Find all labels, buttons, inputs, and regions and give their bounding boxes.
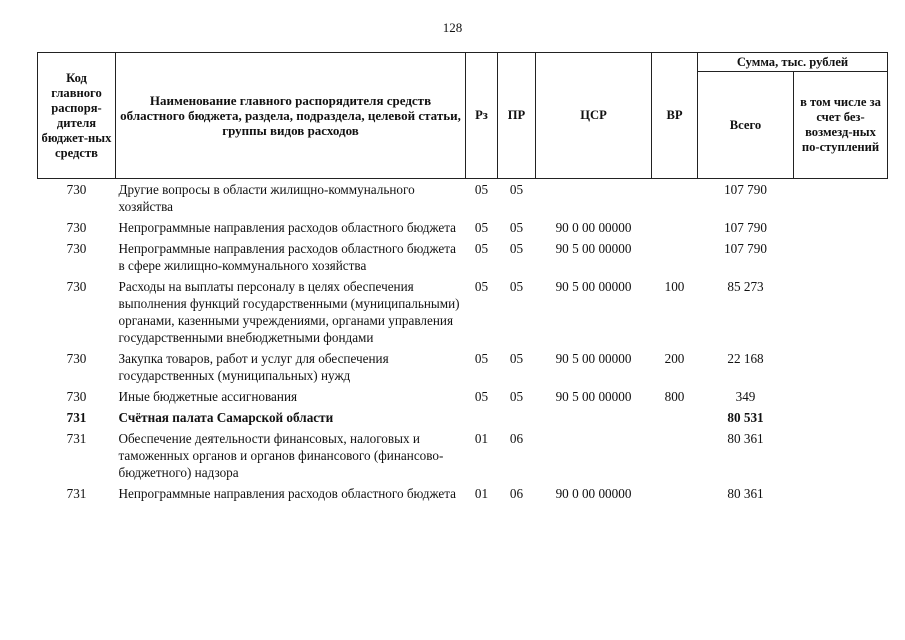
cell-vr <box>652 483 698 504</box>
cell-rz: 05 <box>474 351 489 366</box>
table-header <box>38 53 888 179</box>
cell-gratuitous <box>794 348 888 386</box>
header-name: Наименование главного распорядителя средств областного бюджета, раздела, подраздела, целевой статьи, группы видов расходов <box>116 53 466 179</box>
budget-table <box>37 52 888 504</box>
table-row <box>38 428 888 483</box>
cell-total: 85 273 <box>727 279 764 294</box>
table-row <box>38 407 888 428</box>
cell-pr: 05 <box>509 241 524 256</box>
cell-code: 730 <box>66 220 87 235</box>
cell-name: Другие вопросы в области жилищно-коммунального хозяйства <box>118 182 415 214</box>
cell-vr <box>652 179 698 218</box>
cell-csr <box>536 428 652 483</box>
cell-gratuitous <box>794 428 888 483</box>
table-row <box>38 217 888 238</box>
header-rz: Рз <box>466 53 498 179</box>
cell-code: 731 <box>66 431 87 446</box>
cell-total: 107 790 <box>724 241 767 256</box>
cell-pr: 06 <box>509 486 524 501</box>
cell-code: 731 <box>66 486 87 501</box>
cell-csr <box>536 407 652 428</box>
table-row <box>38 483 888 504</box>
cell-pr <box>498 407 536 428</box>
table-row <box>38 386 888 407</box>
cell-total: 107 790 <box>724 220 767 235</box>
cell-rz: 01 <box>474 486 489 501</box>
cell-csr: 90 5 00 00000 <box>555 389 632 404</box>
cell-pr: 05 <box>509 351 524 366</box>
cell-vr: 200 <box>664 351 685 366</box>
cell-name: Непрограммные направления расходов областного бюджета <box>118 486 457 501</box>
cell-rz: 05 <box>474 220 489 235</box>
table-body <box>38 179 888 505</box>
cell-rz: 05 <box>474 182 489 197</box>
cell-total: 107 790 <box>724 182 767 197</box>
cell-csr: 90 0 00 00000 <box>555 220 632 235</box>
cell-code: 730 <box>66 182 87 197</box>
header-total: Всего <box>698 72 794 179</box>
cell-name: Обеспечение деятельности финансовых, налоговых и таможенных органов и органов финансового (финансово-бюджетного) надзора <box>118 431 444 480</box>
cell-total: 22 168 <box>727 351 764 366</box>
cell-vr: 800 <box>664 389 685 404</box>
cell-csr: 90 5 00 00000 <box>555 241 632 256</box>
cell-rz: 05 <box>474 389 489 404</box>
cell-code: 730 <box>66 241 87 256</box>
cell-pr: 06 <box>509 431 524 446</box>
cell-rz: 01 <box>474 431 489 446</box>
cell-pr: 05 <box>509 220 524 235</box>
cell-rz: 05 <box>474 279 489 294</box>
cell-total: 80 361 <box>727 431 764 446</box>
cell-name: Непрограммные направления расходов областного бюджета в сфере жилищно-коммунального хозяйства <box>118 241 457 273</box>
cell-csr: 90 5 00 00000 <box>555 279 632 294</box>
cell-name: Закупка товаров, работ и услуг для обеспечения государственных (муниципальных) нужд <box>118 351 389 383</box>
header-vr: ВР <box>652 53 698 179</box>
cell-csr: 90 0 00 00000 <box>555 486 632 501</box>
cell-gratuitous <box>794 179 888 218</box>
cell-code: 730 <box>66 279 87 294</box>
cell-total: 80 361 <box>727 486 764 501</box>
table-row <box>38 276 888 348</box>
cell-name: Расходы на выплаты персоналу в целях обеспечения выполнения функций государственными (муниципальными) органами, казенными учреждениями, органами управления государственными внебюджетными фондами <box>118 279 460 345</box>
page-number: 128 <box>442 20 463 35</box>
cell-code: 731 <box>66 410 87 425</box>
cell-gratuitous <box>794 217 888 238</box>
cell-gratuitous <box>794 276 888 348</box>
cell-pr: 05 <box>509 182 524 197</box>
cell-rz <box>466 407 498 428</box>
cell-csr <box>536 179 652 218</box>
header-csr: ЦСР <box>536 53 652 179</box>
cell-total: 80 531 <box>727 410 764 425</box>
cell-name: Непрограммные направления расходов областного бюджета <box>118 220 457 235</box>
cell-rz: 05 <box>474 241 489 256</box>
cell-name: Иные бюджетные ассигнования <box>118 389 298 404</box>
cell-gratuitous <box>794 238 888 276</box>
header-gratuitous: в том числе за счет без-возмезд-ных по-ступлений <box>794 72 888 179</box>
cell-csr: 90 5 00 00000 <box>555 351 632 366</box>
table-row <box>38 179 888 218</box>
cell-pr: 05 <box>509 279 524 294</box>
cell-vr: 100 <box>664 279 685 294</box>
cell-code: 730 <box>66 351 87 366</box>
cell-gratuitous <box>794 407 888 428</box>
header-code: Код главного распоря-дителя бюджет-ных средств <box>38 53 116 179</box>
cell-vr <box>652 407 698 428</box>
table-row <box>38 348 888 386</box>
header-sum: Сумма, тыс. рублей <box>698 53 888 72</box>
header-pr: ПР <box>498 53 536 179</box>
cell-code: 730 <box>66 389 87 404</box>
cell-name: Счётная палата Самарской области <box>118 410 334 425</box>
cell-pr: 05 <box>509 389 524 404</box>
cell-total: 349 <box>735 389 756 404</box>
cell-vr <box>652 238 698 276</box>
cell-gratuitous <box>794 483 888 504</box>
cell-vr <box>652 428 698 483</box>
table-row <box>38 238 888 276</box>
cell-vr <box>652 217 698 238</box>
cell-gratuitous <box>794 386 888 407</box>
